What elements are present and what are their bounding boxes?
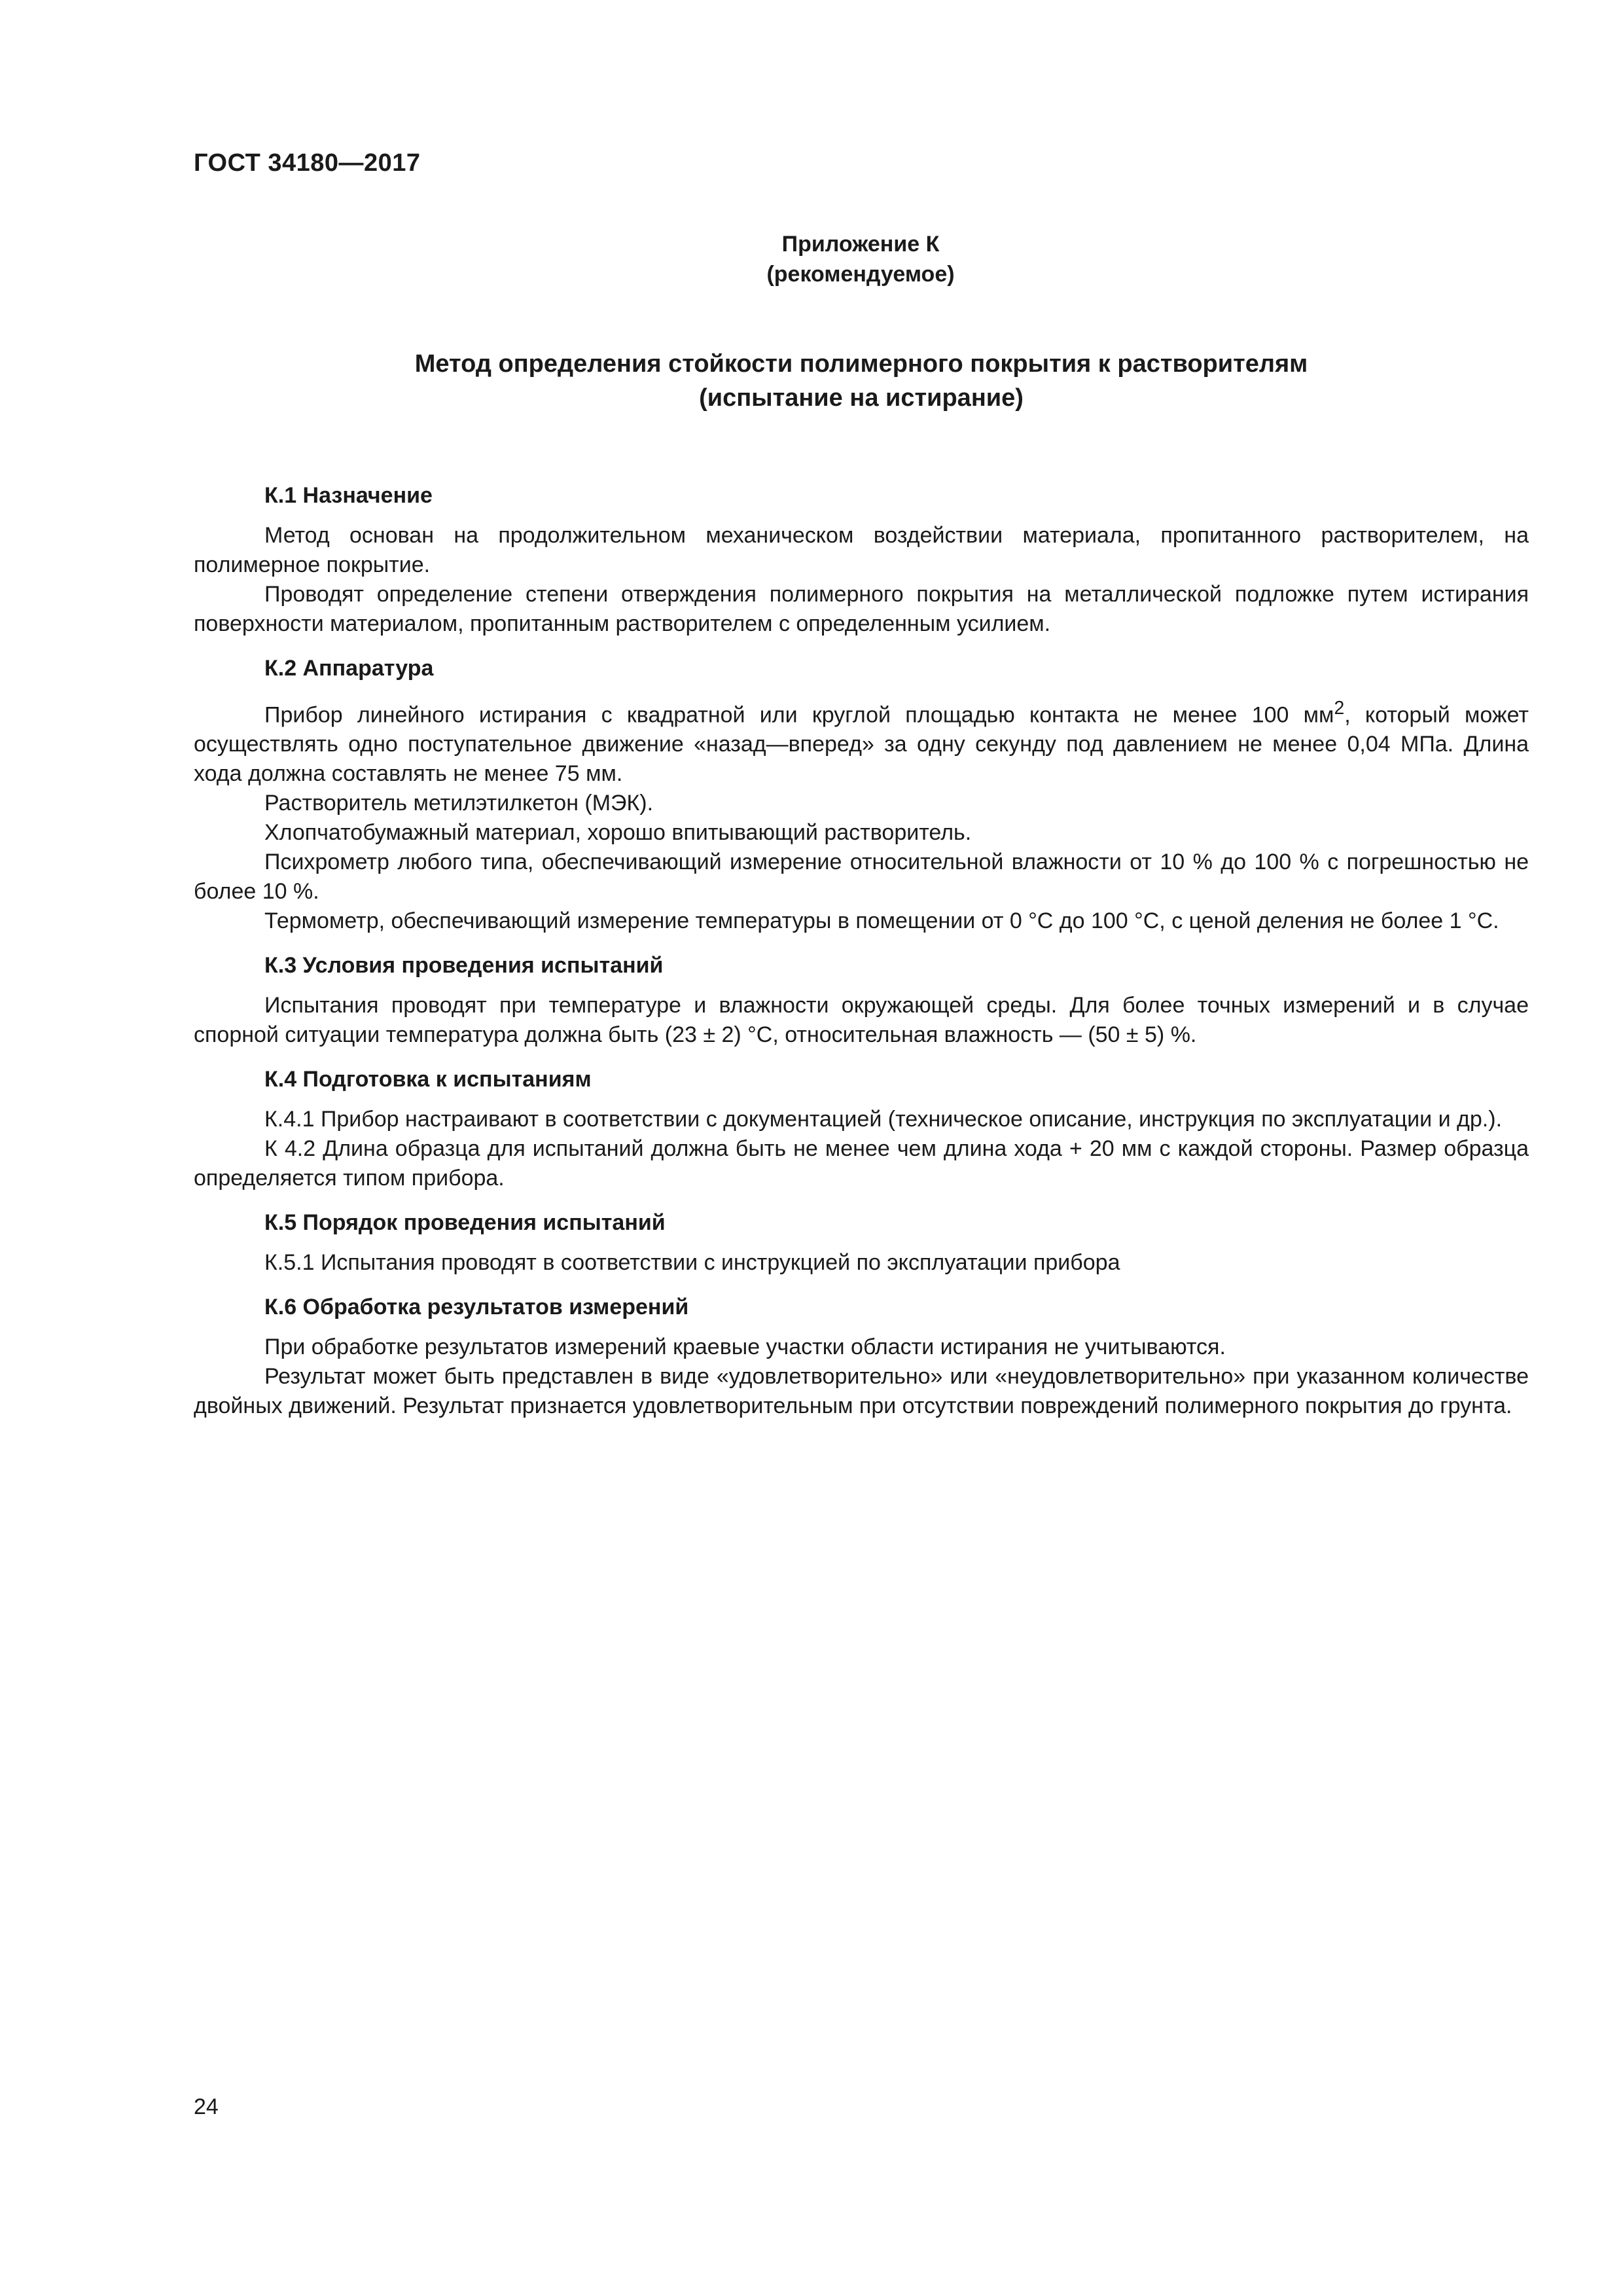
paragraph: К.5.1 Испытания проводят в соответствии с инструкцией по эксплуатации прибора <box>264 1250 1120 1276</box>
paragraph: Термометр, обеспечивающий измерение температуры в помещении от 0 °С до 100 °С, с ценой деления не более 1 °С. <box>264 908 1499 934</box>
section-heading-k5: К.5 Порядок проведения испытаний <box>264 1210 666 1236</box>
annex-label: Приложение К <box>781 232 940 257</box>
section-heading-k3: К.3 Условия проведения испытаний <box>264 953 664 978</box>
paragraph: Растворитель метилэтилкетон (МЭК). <box>264 791 654 816</box>
paragraph: Испытания проводят при температуре и влажности окружающей среды. Для более точных измерений и в случае спорной ситуации температура должна быть (23 ± 2) °С, относительная влажность — (50 ± 5) %. <box>194 993 1529 1048</box>
superscript: 2 <box>1334 698 1345 719</box>
annex-title <box>194 347 1529 415</box>
paragraph: Хлопчатобумажный материал, хорошо впитывающий растворитель. <box>264 820 972 846</box>
page-number: 24 <box>194 2094 219 2119</box>
paragraph: Проводят определение степени отверждения полимерного покрытия на металлической подложке путем истирания поверхности материалом, пропитанным растворителем с определенным усилием. <box>194 582 1529 636</box>
paragraph: Психрометр любого типа, обеспечивающий измерение относительной влажности от 10 % до 100 % с погрешностью не более 10 %. <box>194 850 1529 905</box>
text-run: Прибор линейного истирания с квадратной или круглой площадью контакта не менее 100 мм <box>264 702 1334 728</box>
paragraph: Результат может быть представлен в виде «удовлетворительно» или «неудовлетворительно» при указанном количестве двойных движений. Результат признается удовлетворительным при отсутствии повреждений полимерного покрытия до грунта. <box>194 1364 1529 1419</box>
annex-heading <box>0 229 1623 289</box>
section-heading-k4: К.4 Подготовка к испытаниям <box>264 1067 592 1092</box>
section-heading-k6: К.6 Обработка результатов измерений <box>264 1295 689 1320</box>
paragraph: К 4.2 Длина образца для испытаний должна быть не менее чем длина хода + 20 мм с каждой стороны. Размер образца определяется типом прибора. <box>194 1136 1529 1191</box>
annex-title-line1: Метод определения стойкости полимерного покрытия к растворителям <box>414 350 1308 378</box>
paragraph: При обработке результатов измерений краевые участки области истирания не учитываются. <box>264 1335 1226 1360</box>
paragraph: К.4.1 Прибор настраивают в соответствии с документацией (техническое описание, инструкция по эксплуатации и др.). <box>264 1107 1503 1132</box>
annex-status: (рекомендуемое) <box>766 262 955 287</box>
document-code: ГОСТ 34180—2017 <box>194 149 421 177</box>
paragraph-apparatus <box>194 694 1529 789</box>
text-run: , который может осуществлять одно поступательное движение «назад—вперед» за одну секунду под давлением не менее 0,04 МПа. Длина хода должна составлять не менее 75 мм. <box>194 702 1529 787</box>
annex-title-line2: (испытание на истирание) <box>699 384 1024 412</box>
section-heading-k1: К.1 Назначение <box>264 483 433 508</box>
document-body <box>194 480 1529 1421</box>
section-heading-k2: К.2 Аппаратура <box>264 656 434 681</box>
paragraph: Метод основан на продолжительном механическом воздействии материала, пропитанного растворителем, на полимерное покрытие. <box>194 523 1529 577</box>
